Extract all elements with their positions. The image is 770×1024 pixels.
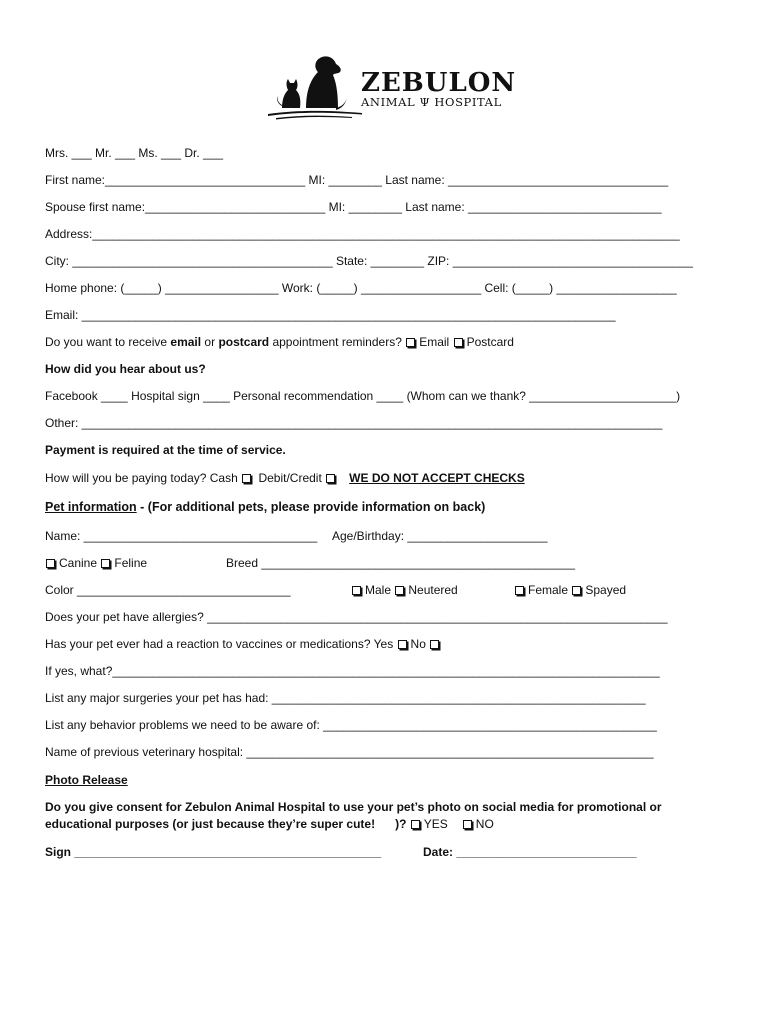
spayed-checkbox[interactable] [572, 586, 581, 595]
phone-field[interactable]: Home phone: (_____) _________________ Work: (_____) __________________ Cell: (_____) __________________ [45, 281, 677, 295]
consent-no-label: NO [475, 817, 494, 831]
pet-info-note: - (For additional pets, please provide information on back) [136, 500, 486, 514]
male-label: Male [365, 583, 392, 597]
consent-line-1: Do you give consent for Zebulon Animal Hospital to use your pet’s photo on social media for promotional or [45, 800, 662, 814]
hear-options-field[interactable]: Facebook ____ Hospital sign ____ Personal recommendation ____ (Whom can we thank? ______________________) [45, 389, 681, 403]
color-sex-row [45, 582, 665, 598]
reminders-postcard-word: postcard [218, 335, 270, 349]
spayed-label: Spayed [585, 583, 627, 597]
email-field[interactable]: Email: ________________________________________________________________________________ [45, 308, 616, 322]
neutered-checkbox[interactable] [395, 586, 404, 595]
feline-checkbox[interactable] [101, 559, 110, 568]
breed-field[interactable]: Breed _______________________________________________ [226, 556, 576, 570]
if-yes-field[interactable]: If yes, what?__________________________________________________________________________________ [45, 664, 660, 678]
pet-name-row [45, 528, 645, 544]
hear-heading: How did you hear about us? [45, 362, 206, 376]
allergies-field[interactable]: Does your pet have allergies? _____________________________________________________________________ [45, 610, 668, 624]
paying-question: How will you be paying today? Cash [45, 471, 242, 485]
reminders-email-word: email [170, 335, 202, 349]
consent-yes-label: YES [423, 817, 448, 831]
feline-label: Feline [114, 556, 148, 570]
logo-subtitle: ANIMAL Ψ HOSPITAL [361, 95, 502, 109]
reaction-no-checkbox[interactable] [430, 640, 439, 649]
dog-cat-silhouette-icon [266, 52, 362, 120]
male-checkbox[interactable] [352, 586, 361, 595]
cash-checkbox[interactable] [242, 474, 251, 483]
sign-field[interactable]: Sign ______________________________________________ [45, 845, 382, 859]
reaction-question: Has your pet ever had a reaction to vaccines or medications? Yes [45, 637, 397, 651]
previous-vet-field[interactable]: Name of previous veterinary hospital: _____________________________________________________________ [45, 745, 654, 759]
postcard-option-label: Postcard [466, 335, 514, 349]
pet-name-field[interactable]: Name: ___________________________________ [45, 529, 318, 543]
photo-release-heading: Photo Release [45, 773, 128, 787]
pet-info-heading: Pet information [45, 500, 137, 514]
debit-credit-checkbox[interactable] [326, 474, 335, 483]
consent-line-2-row [45, 816, 494, 832]
postcard-checkbox[interactable] [454, 338, 463, 347]
canine-checkbox[interactable] [46, 559, 55, 568]
reminders-text-a: Do you want to receive [45, 335, 171, 349]
consent-yes-checkbox[interactable] [411, 820, 420, 829]
reaction-row [45, 636, 443, 652]
payment-heading: Payment is required at the time of service. [45, 443, 286, 457]
address-field[interactable]: Address:________________________________________________________________________________________ [45, 227, 680, 241]
spouse-name-field[interactable]: Spouse first name:___________________________ MI: ________ Last name: _____________________________ [45, 200, 662, 214]
pet-info-heading-row [45, 499, 485, 515]
zebulon-logo [266, 52, 517, 122]
reaction-yes-checkbox[interactable] [398, 640, 407, 649]
payment-method-row [45, 470, 525, 486]
species-breed-row [45, 555, 645, 571]
email-option-label: Email [419, 335, 450, 349]
debit-label: Debit/Credit [255, 471, 326, 485]
logo-title: ZEBULON [361, 68, 517, 98]
behavior-field[interactable]: List any behavior problems we need to be aware of: __________________________________________________ [45, 718, 657, 732]
signature-row [45, 844, 665, 860]
neutered-label: Neutered [408, 583, 458, 597]
surgeries-field[interactable]: List any major surgeries your pet has had: ________________________________________________________ [45, 691, 646, 705]
no-checks-notice: WE DO NOT ACCEPT CHECKS [349, 471, 525, 485]
consent-no-checkbox[interactable] [463, 820, 472, 829]
reminders-question [45, 334, 514, 350]
reaction-no-label: No [410, 637, 430, 651]
city-state-zip-field[interactable]: City: _______________________________________ State: ________ ZIP: ____________________________________ [45, 254, 693, 268]
reminders-or: or [201, 335, 219, 349]
email-checkbox[interactable] [406, 338, 415, 347]
salutation-field[interactable]: Mrs. ___ Mr. ___ Ms. ___ Dr. ___ [45, 146, 224, 160]
canine-label: Canine [59, 556, 98, 570]
first-name-field[interactable]: First name:______________________________ MI: ________ Last name: _________________________________ [45, 173, 669, 187]
consent-line-2: educational purposes (or just because they’re super cute! )? [45, 817, 410, 831]
reminders-text-b: appointment reminders? [269, 335, 406, 349]
other-field[interactable]: Other: _______________________________________________________________________________________ [45, 416, 663, 430]
color-field[interactable]: Color ________________________________ [45, 583, 291, 597]
date-field[interactable]: Date: ___________________________ [423, 845, 637, 859]
female-label: Female [528, 583, 569, 597]
age-birthday-field[interactable]: Age/Birthday: _____________________ [332, 529, 548, 543]
female-checkbox[interactable] [515, 586, 524, 595]
